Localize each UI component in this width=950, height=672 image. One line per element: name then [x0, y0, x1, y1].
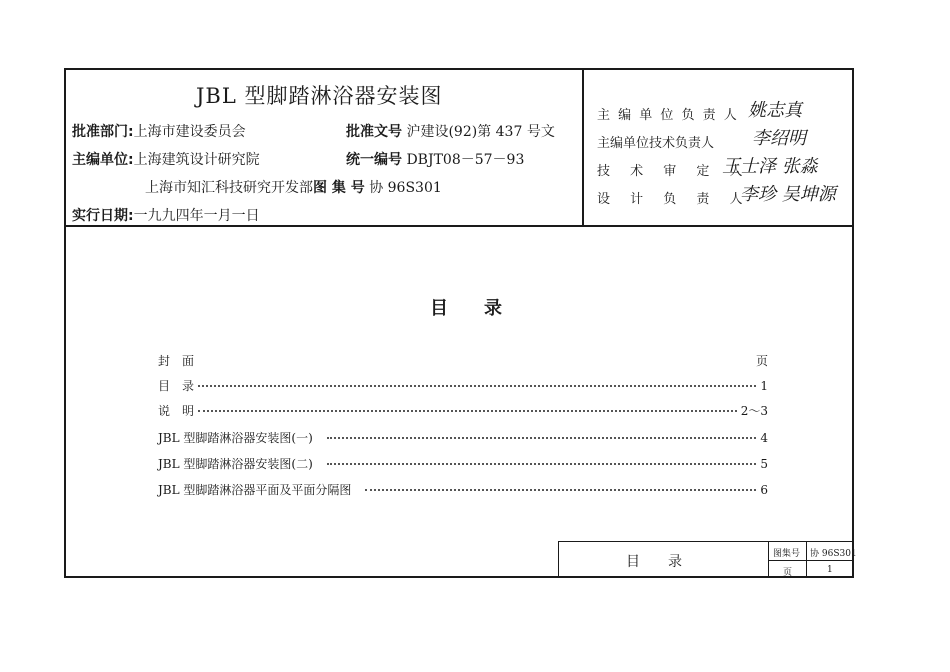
title-block-page-label: 页 — [783, 568, 793, 578]
signature-tech-lead: 李绍明 — [752, 128, 806, 149]
resp-label-design-lead: 设 计 负 责 人 — [597, 192, 751, 207]
unified-number-value: DBJT08－57－93 — [406, 152, 525, 168]
editor-unit-label: 主编单位: — [72, 152, 134, 168]
approval-doc-value: 沪建设(92)第 437 号文 — [406, 124, 555, 140]
toc-leader-dots — [327, 437, 757, 439]
signature-reviewer: 王士泽 张淼 — [722, 156, 818, 177]
effective-date-value: 一九九四年一月一日 — [133, 208, 260, 224]
document-title: JBL 型脚踏淋浴器安装图 — [196, 84, 443, 108]
toc-row-cover — [158, 352, 768, 370]
toc-item-page: 4 — [760, 431, 768, 445]
signature-chief-unit: 姚志真 — [748, 100, 802, 121]
atlas-number-value: 协 96S301 — [369, 180, 442, 196]
title-block-atlas-value: 协 96S301 — [810, 549, 857, 559]
toc-row — [158, 377, 768, 395]
approval-dept — [72, 121, 246, 141]
toc-item-page: 2～3 — [740, 404, 768, 418]
toc-row — [158, 455, 768, 473]
unified-number — [346, 149, 524, 169]
toc-leader-dots — [365, 489, 756, 491]
co-editor-unit-value: 上海市知汇科技研究开发部 — [145, 180, 313, 196]
toc-item-page: 1 — [760, 379, 768, 393]
toc-item-label: 目 录 — [158, 379, 195, 393]
effective-date — [72, 205, 260, 225]
editor-unit-value: 上海建筑设计研究院 — [133, 152, 260, 168]
resp-label-tech-lead: 主编单位技术负责人 — [597, 136, 715, 151]
toc-leader-dots — [198, 410, 737, 412]
title-block-name: 目 录 — [626, 554, 682, 570]
approval-dept-label: 批准部门: — [72, 124, 134, 140]
approval-dept-value: 上海市建设委员会 — [133, 124, 246, 140]
toc-row — [158, 429, 768, 447]
title-block-divider — [768, 560, 854, 561]
toc-item-page: 6 — [760, 483, 768, 497]
drawing-frame — [64, 68, 854, 578]
editor-unit — [72, 149, 260, 169]
resp-label-reviewer: 技 术 审 定 人 — [597, 164, 751, 179]
signature-design-lead: 李珍 吴坤源 — [740, 184, 836, 205]
toc-item-label: JBL 型脚踏淋浴器平面及平面分隔图 — [158, 483, 352, 497]
header-divider — [64, 225, 854, 227]
toc-leader-dots — [327, 463, 757, 465]
effective-date-label: 实行日期: — [72, 208, 134, 224]
toc-leader-dots — [198, 385, 756, 387]
toc-row — [158, 481, 768, 499]
resp-label-chief-unit: 主 编 单 位 负 责 人 — [597, 108, 739, 123]
co-editor-unit — [145, 177, 442, 197]
toc-row — [158, 402, 768, 420]
approval-doc — [346, 121, 555, 141]
title-block-page-value: 1 — [827, 565, 833, 575]
toc-item-page: 5 — [760, 457, 768, 471]
title-block-atlas-label: 图集号 — [773, 549, 801, 559]
toc-item-label: JBL 型脚踏淋浴器安装图(一) — [158, 431, 313, 445]
toc-page-header: 页 — [755, 354, 768, 368]
toc-item-label: JBL 型脚踏淋浴器安装图(二) — [158, 457, 313, 471]
toc-item-label: 说 明 — [158, 404, 195, 418]
unified-number-label: 统一编号 — [346, 152, 402, 168]
atlas-number-label: 图 集 号 — [313, 180, 365, 196]
toc-item-label: 封 面 — [158, 354, 195, 368]
header-column-divider — [582, 68, 584, 226]
toc-title: 目录 — [430, 298, 538, 319]
approval-doc-label: 批准文号 — [346, 124, 402, 140]
